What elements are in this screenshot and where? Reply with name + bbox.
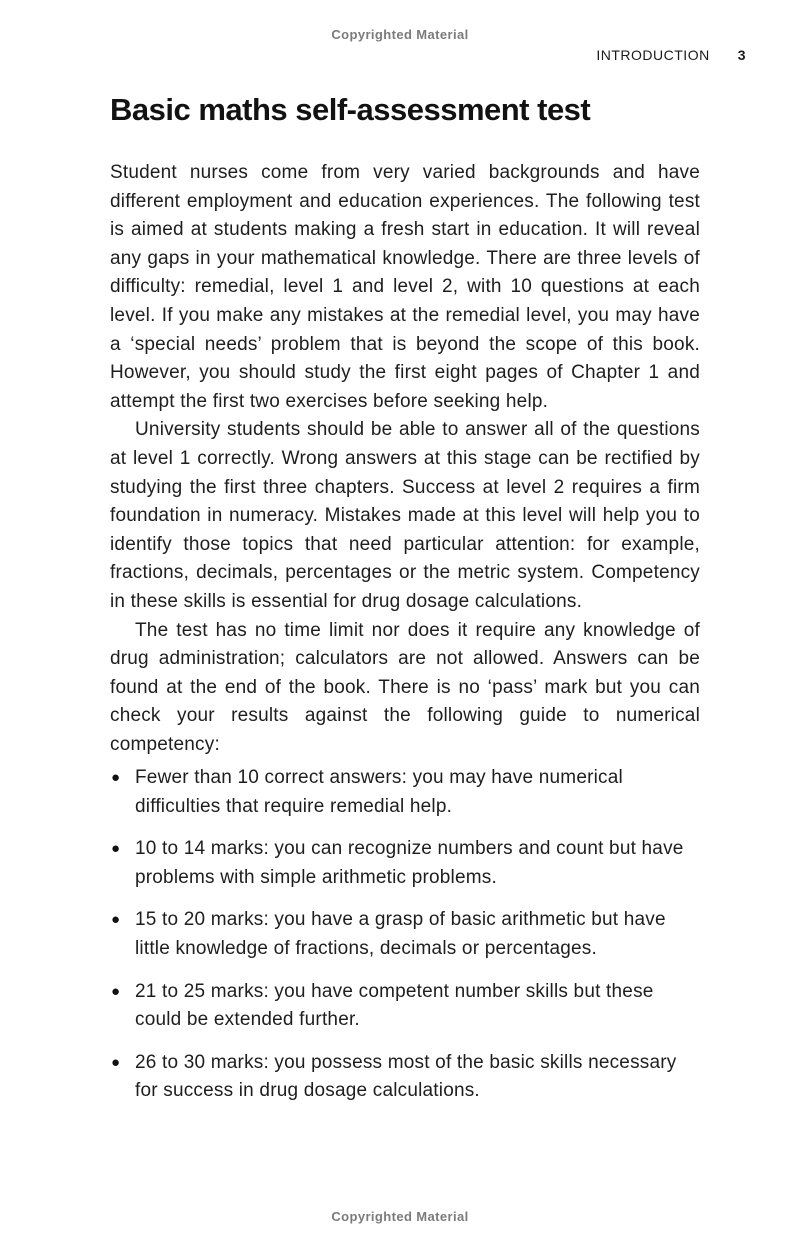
bullet-icon: ●: [111, 1053, 121, 1071]
bullet-icon: ●: [111, 982, 121, 1000]
list-item: [110, 1049, 700, 1106]
paragraph-3: The test has no time limit nor does it require any knowledge of drug administration; calculators are not allowed. Answers can be found at the end of the book. There is no ‘pass’ mark but you can check your results against the following guide to numerical competency:: [110, 619, 700, 755]
list-item-text: 10 to 14 marks: you can recognize numbers and count but have problems with simple arithmetic problems.: [135, 838, 684, 888]
copyright-watermark-top: Copyrighted Material: [331, 27, 469, 42]
paragraph-2: University students should be able to answer all of the questions at level 1 correctly. Wrong answers at this stage can be rectified by studying the first three chapters. Success at level 2 requires a firm foundation in numeracy. Mistakes made at this level will help you to identify those topics that need particular attention: for example, fractions, decimals, percentages or the metric system. Competency in these skills is essential for drug dosage calculations.: [110, 419, 700, 612]
running-head-chapter: INTRODUCTION: [596, 47, 710, 63]
list-item-text: 26 to 30 marks: you possess most of the basic skills necessary for success in drug dosage calculations.: [135, 1051, 677, 1102]
list-item-text: 21 to 25 marks: you have competent number skills but these could be extended further.: [135, 980, 654, 1031]
paragraph-1: Student nurses come from very varied backgrounds and have different employment and education experiences. The following test is aimed at students making a fresh start in education. It will reveal any gaps in your mathematical knowledge. There are three levels of difficulty: remedial, level 1 and level 2, with 10 questions at each level. If you make any mistakes at the remedial level, you may have a ‘special needs’ problem that is beyond the scope of this book. However, you should study the first eight pages of Chapter 1 and attempt the first two exercises before seeking help.: [110, 162, 700, 412]
list-item: [110, 764, 700, 821]
page-title: Basic maths self-assessment test: [110, 92, 591, 127]
bullet-icon: ●: [111, 769, 121, 786]
running-head: [596, 47, 746, 63]
list-item: [110, 978, 700, 1035]
page-number: 3: [737, 47, 746, 63]
list-item-text: Fewer than 10 correct answers: you may have numerical difficulties that require remedial help.: [135, 767, 623, 817]
bullet-icon: ●: [111, 840, 121, 858]
list-item: [110, 835, 700, 892]
competency-guide-list: [110, 764, 700, 1120]
list-item: [110, 906, 700, 963]
copyright-watermark-bottom: Copyrighted Material: [331, 1209, 469, 1224]
body-text: [110, 159, 700, 759]
list-item-text: 15 to 20 marks: you have a grasp of basic arithmetic but have little knowledge of fractions, decimals or percentages.: [135, 909, 666, 959]
bullet-icon: ●: [111, 911, 121, 929]
